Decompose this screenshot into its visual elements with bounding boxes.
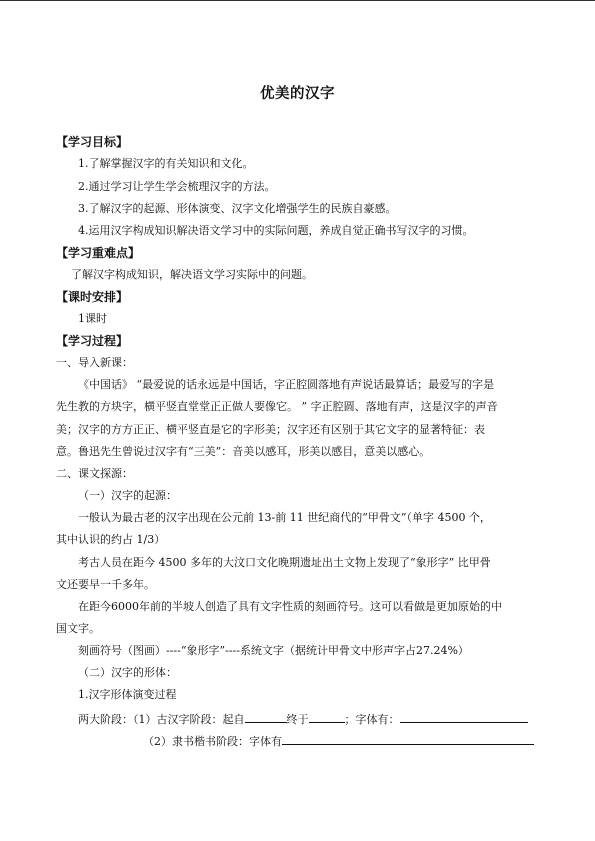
origin-line: 文还要早一千多年。 [56,578,155,591]
stage1-start-label: （1）古汉字阶段：起自 [133,713,245,726]
intro-line: 美；汉字的方方正正、横平竖直是它的字形美；汉字还有区别于其它文字的显著特征：表 [56,423,485,436]
origin-line: 一般认为最古老的汉字出现在公元前 13-前 11 世纪商代的“甲骨文”（单字 4500 个， [78,511,491,524]
origin-line: 国文字。 [56,622,100,635]
subheading-form: （二）汉字的形体： [78,666,177,679]
goals-heading: 【学习目标】 [56,135,129,149]
stage-line-1 [78,711,528,727]
schedule-heading: 【课时安排】 [56,290,129,304]
stage1-fonts-blank[interactable] [400,711,528,723]
goal-item: 2.通过学习让学生学会梳理汉字的方法。 [78,180,276,193]
goal-item: 3.了解汉字的起源、形体演变、汉字文化增强学生的民族自豪感。 [78,202,397,215]
origin-line: 其中认识的约占 1/3） [56,533,166,546]
origin-line: 刻画符号（图画）----“象形字”----系统文字（据统计甲骨文中形声字占27.24%） [78,644,469,657]
stage1-end-blank[interactable] [309,711,345,723]
page-title: 优美的汉字 [260,86,335,102]
goal-item: 4.运用汉字构成知识解决语文学习中的实际问题，养成自觉正确书写汉字的习惯。 [78,224,474,237]
intro-line: 意。鲁迅先生曾说过汉字有“三美”：音美以感耳，形美以感目，意美以感心。 [56,445,431,458]
stage-line-2 [143,733,534,749]
stage1-fonts-label: ；字体有： [344,713,400,726]
stage1-start-blank[interactable] [245,711,287,723]
key-text: 了解汉字构成知识，解决语文学习实际中的问题。 [71,268,313,281]
schedule-text: 1课时 [78,312,107,325]
intro-line: 《中国话》 “最爱说的话永远是中国话，字正腔圆落地有声说话最算话；最爱写的字是 [78,378,495,391]
evolution-title: 1.汉字形体演变过程 [78,688,177,701]
stage2-fonts-blank[interactable] [282,733,534,745]
stage1-end-label: 终于 [286,713,309,726]
section-title-intro: 一、导入新课： [56,356,133,369]
subheading-origin: （一）汉字的起源： [78,489,177,502]
section-title-explore: 二、课文探源： [56,467,133,480]
origin-line: 在距今6000年前的半坡人创造了具有文字性质的刻画符号。这可以看做是更加原始的中 [78,600,502,613]
intro-line: 先生教的方块字，横平竖直堂堂正正做人要像它。 ” 字正腔圆、落地有声，这是汉字的声音 [56,400,498,413]
process-heading: 【学习过程】 [56,334,129,348]
stage2-label: （2）隶书楷书阶段：字体有 [143,735,282,748]
origin-line: 考古人员在距今 4500 多年的大汶口文化晚期遗址出土文物上发现了“象形字” 比甲骨 [78,556,491,569]
goal-item: 1.了解掌握汉字的有关知识和文化。 [78,157,254,170]
stage-label: 两大阶段： [78,713,133,726]
key-heading: 【学习重难点】 [56,246,141,260]
